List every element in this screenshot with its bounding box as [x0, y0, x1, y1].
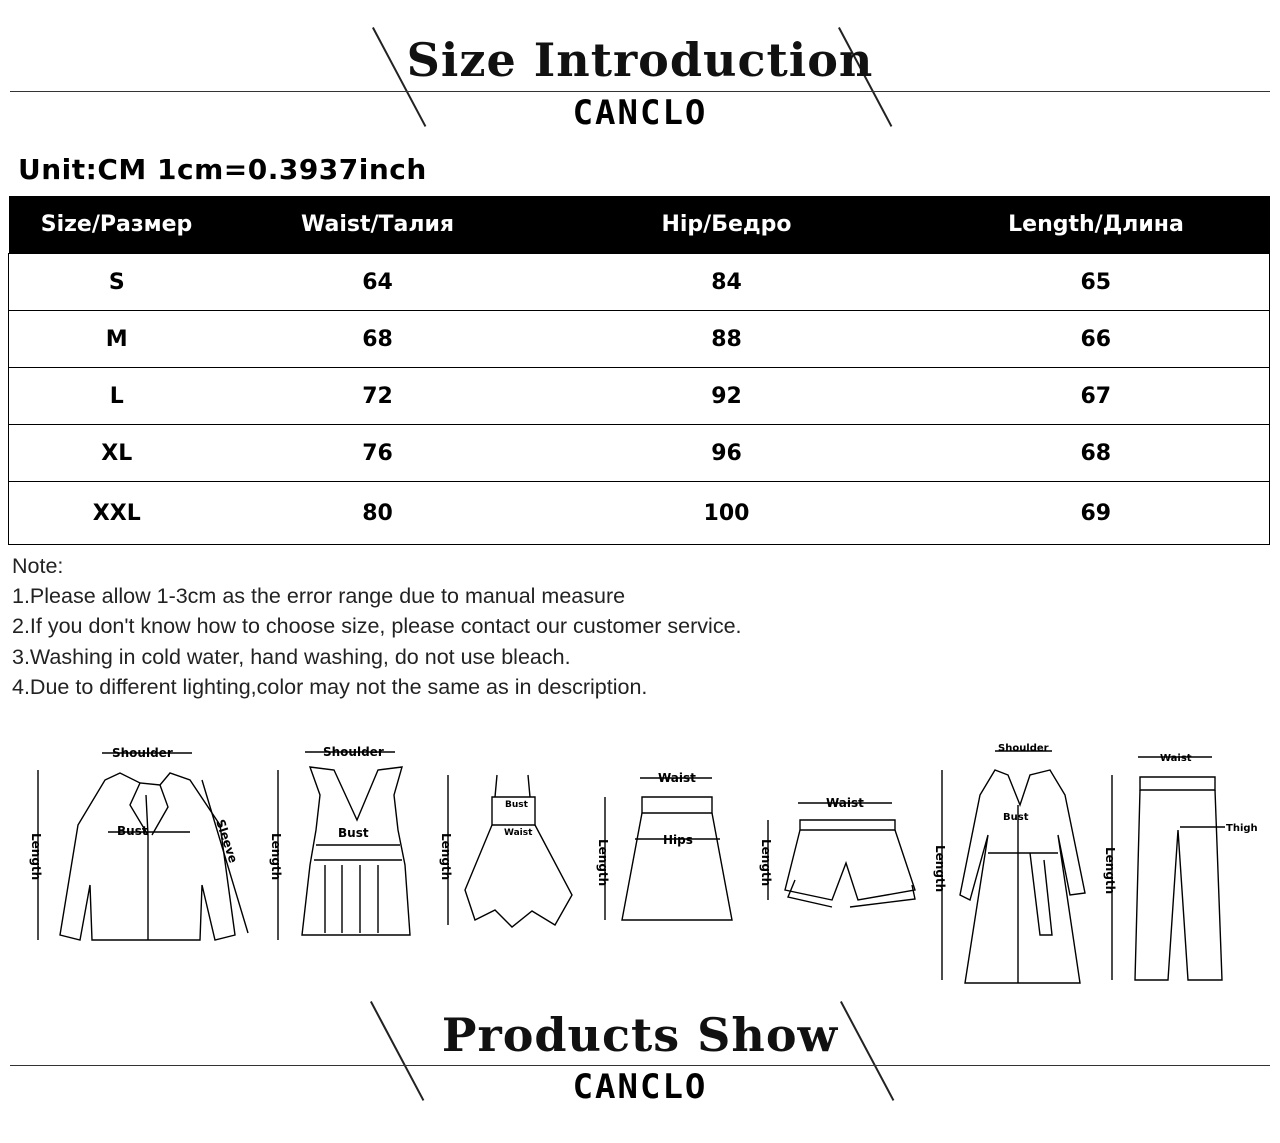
thigh-label: Thigh: [1226, 823, 1258, 834]
brand-logo-text: CANCLO: [572, 1067, 708, 1107]
column-header-size: Size/Размер: [9, 196, 225, 254]
length-cell: 65: [923, 254, 1270, 311]
coat-diagram: [933, 743, 1085, 983]
products-show-title: Products Show: [441, 1008, 839, 1062]
hip-cell: 92: [531, 368, 923, 425]
length-cell: 67: [923, 368, 1270, 425]
length-label: Length: [759, 839, 773, 887]
waist-cell: 72: [225, 368, 531, 425]
size-cell: S: [9, 254, 225, 311]
shoulder-label: Shoulder: [112, 746, 173, 760]
table-row: [9, 254, 1270, 311]
table-header-row: [9, 196, 1270, 254]
bust-label: Bust: [1003, 812, 1029, 823]
sleeve-label: Sleeve: [213, 817, 241, 865]
waist-cell: 80: [225, 482, 531, 545]
tank-top-diagram: [269, 745, 410, 940]
size-cell: XL: [9, 425, 225, 482]
page-title: Size Introduction: [406, 33, 874, 87]
waist-label: Waist: [504, 828, 533, 838]
column-header-waist: Waist/Талия: [225, 196, 531, 254]
hip-cell: 100: [531, 482, 923, 545]
column-header-hip: Hip/Бедро: [531, 196, 923, 254]
table-row: [9, 368, 1270, 425]
waist-cell: 76: [225, 425, 531, 482]
footer-rule: [10, 1065, 1270, 1066]
length-label: Length: [29, 833, 43, 881]
table-row: [9, 425, 1270, 482]
notes-heading: Note:: [12, 554, 64, 578]
waist-label: Waist: [658, 771, 696, 785]
shorts-diagram: [759, 796, 915, 907]
length-label: Length: [1103, 847, 1117, 895]
header-rule: [10, 91, 1270, 92]
note-item: 2.If you don't know how to choose size, please contact our customer service.: [12, 614, 742, 639]
unit-conversion-label: Unit:CM 1cm=0.3937inch: [18, 153, 427, 186]
bust-label: Bust: [338, 826, 369, 840]
waist-cell: 64: [225, 254, 531, 311]
skirt-diagram: [596, 771, 732, 920]
hip-cell: 96: [531, 425, 923, 482]
measurement-diagrams: [20, 735, 1260, 995]
hip-cell: 88: [531, 311, 923, 368]
length-cell: 68: [923, 425, 1270, 482]
strap-dress-diagram: [439, 775, 572, 927]
brand-logo-text: CANCLO: [572, 93, 708, 133]
length-label: Length: [596, 839, 610, 887]
length-label: Length: [439, 833, 453, 881]
pants-diagram: [1103, 753, 1258, 980]
note-item: 1.Please allow 1-3cm as the error range due to manual measure: [12, 584, 626, 609]
note-item: 3.Washing in cold water, hand washing, do not use bleach.: [12, 644, 571, 669]
size-cell: M: [9, 311, 225, 368]
hip-cell: 84: [531, 254, 923, 311]
footer-banner: [0, 1002, 1280, 1142]
hips-label: Hips: [663, 833, 693, 847]
table-row: [9, 311, 1270, 368]
length-cell: 66: [923, 311, 1270, 368]
size-cell: L: [9, 368, 225, 425]
bust-label: Bust: [505, 800, 528, 810]
size-cell: XXL: [9, 482, 225, 545]
shoulder-label: Shoulder: [998, 743, 1049, 754]
header-banner: [0, 0, 1280, 140]
length-label: Length: [933, 845, 947, 893]
blouse-diagram: [29, 746, 248, 940]
length-cell: 69: [923, 482, 1270, 545]
waist-label: Waist: [826, 796, 864, 810]
note-item: 4.Due to different lighting,color may not the same as in description.: [12, 674, 648, 699]
notes-section: [12, 551, 742, 702]
waist-label: Waist: [1160, 753, 1192, 764]
shoulder-label: Shoulder: [323, 745, 384, 759]
column-header-length: Length/Длина: [923, 196, 1270, 254]
table-row: [9, 482, 1270, 545]
size-chart-table: [8, 196, 1270, 545]
waist-cell: 68: [225, 311, 531, 368]
length-label: Length: [269, 833, 283, 881]
bust-label: Bust: [117, 824, 148, 838]
